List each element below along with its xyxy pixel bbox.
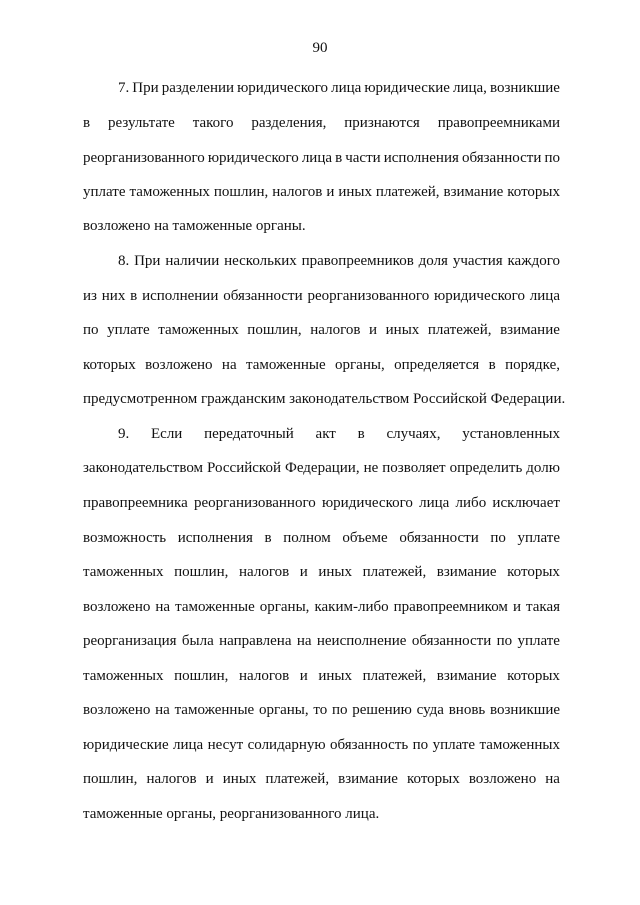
paragraph-9-line-5: таможенных пошлин, налогов и иных платежей, взимание которых: [83, 564, 560, 580]
paragraph-8-line-1: 8. При наличии нескольких правопреемников доля участия каждого: [118, 253, 560, 269]
paragraph-7-line-3: реорганизованного юридического лица в части исполнения обязанности по: [83, 150, 560, 166]
paragraph-7-line-5: возложено на таможенные органы.: [83, 218, 306, 234]
paragraph-8-line-2: из них в исполнении обязанности реорганизованного юридического лица: [83, 288, 560, 304]
paragraph-9-line-3: правопреемника реорганизованного юридического лица либо исключает: [83, 495, 560, 511]
paragraph-8-line-4: которых возложено на таможенные органы, определяется в порядке,: [83, 357, 560, 373]
paragraph-9-line-11: пошлин, налогов и иных платежей, взимание которых возложено на: [83, 771, 560, 787]
paragraph-9-line-1: 9. Если передаточный акт в случаях, установленных: [118, 426, 560, 442]
paragraph-9-line-10: юридические лица несут солидарную обязанность по уплате таможенных: [83, 737, 560, 753]
paragraph-7-line-4: уплате таможенных пошлин, налогов и иных платежей, взимание которых: [83, 184, 560, 200]
paragraph-9-line-9: возложено на таможенные органы, то по решению суда вновь возникшие: [83, 702, 560, 718]
paragraph-9-line-6: возложено на таможенные органы, каким-либо правопреемником и такая: [83, 599, 560, 615]
paragraph-7-line-1: 7. При разделении юридического лица юридические лица, возникшие: [118, 80, 560, 96]
paragraph-9-line-7: реорганизация была направлена на неисполнение обязанности по уплате: [83, 633, 560, 649]
page-number: 90: [312, 40, 328, 56]
paragraph-9-line-2: законодательством Российской Федерации, не позволяет определить долю: [83, 460, 560, 476]
paragraph-8-line-3: по уплате таможенных пошлин, налогов и иных платежей, взимание: [83, 322, 560, 338]
paragraph-9-line-12: таможенные органы, реорганизованного лица.: [83, 806, 380, 822]
paragraph-9-line-8: таможенных пошлин, налогов и иных платежей, взимание которых: [83, 668, 560, 684]
paragraph-9-line-4: возможность исполнения в полном объеме обязанности по уплате: [83, 530, 560, 546]
paragraph-8-line-5: предусмотренном гражданским законодательством Российской Федерации.: [83, 391, 566, 407]
paragraph-7-line-2: в результате такого разделения, признаются правопреемниками: [83, 115, 560, 131]
